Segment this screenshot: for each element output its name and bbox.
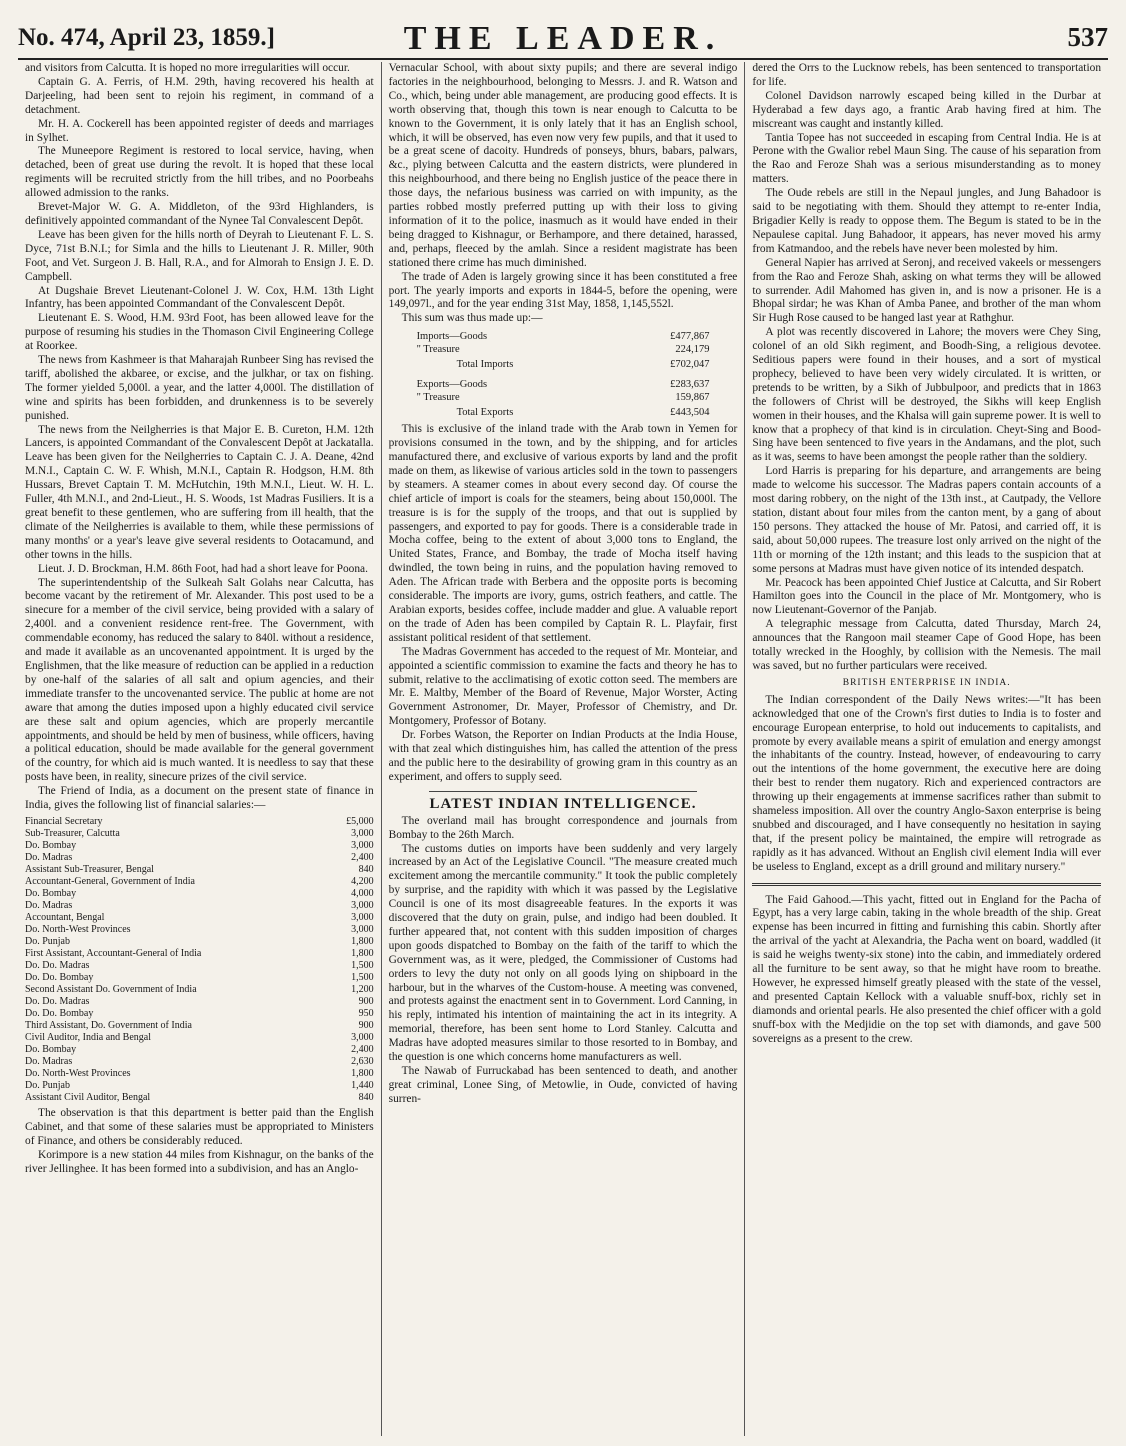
paragraph: Korimpore is a new station 44 miles from Kishnagur, on the banks of the river Jellinghee. It has been formed into a subdivision, and has an Anglo- — [25, 1148, 374, 1175]
paragraph: A plot was recently discovered in Lahore; the movers were Chey Sing, colonel of an old Sikh regiment, and Boodh-Sing, a religious devotee. Seditious papers were found in their houses, and a sort of mystical prophecy, believed to have been very widely circulated. It is written, or pretends to be written, by a Sikh of Jubbulpoor, and predicts that in 1863 the followers of Christ will be destroyed, the Sikhs will keep English women in their houses, and the Khalsa will gain supreme power. It is well to know that a prophecy of that kind is in circulation. Cheyt-Sing and Bood-Sing have been sentenced to five years in the Andamans, and the plot, such as it was, seems to have been amongst the people rather than the soldiery. — [752, 326, 1102, 464]
salary-amount: £5,000 — [346, 815, 374, 827]
table-row — [25, 1008, 374, 1020]
table-row — [25, 912, 374, 924]
trade-label: Total Imports — [456, 359, 514, 371]
table-row — [25, 828, 374, 840]
table-row — [25, 948, 374, 960]
salary-label: Do. Punjab — [25, 935, 70, 947]
paragraph: Vernacular School, with about sixty pupils; and there are several indigo factories in the neighbourhood, belonging to Messrs. J. and R. Watson and Co., which, being under able management, are producing good effects. It is worth observing that, though this town is near enough to Calcutta to be known to the Government, it is only lately that it has an English school, which, it will be observed, has even now very few pupils, and that it used to be a great scene of dacoity. Hundreds of ponseys, bhurs, babars, palwars, &c., plying between Calcutta and the eastern districts, were plundered in this neighbourhood, and there being no English justice of the peace there in those days, the nefarious business was carried on with impunity, as the parties robbed mostly preferred putting up with their loss to giving information of it to the police, inasmuch as it would have ended in their being dragged to Kishnagur, or Berhampore, and there detained, harassed, and, perhaps, fleeced by the amlah. Since a resident magistrate has been stationed there crime has much diminished. — [388, 62, 738, 269]
paragraph: Leave has been given for the hills north of Deyrah to Lieutenant F. L. S. Dyce, 71st B.N.I.; for Simla and the hills to Lieutenant J. R. Miller, 90th Foot, and Vet. Surgeon J. B. Hall, R.A., and for Almorah to Ensign J. E. D. Campbell. — [25, 228, 374, 283]
salary-label: Do. Bombay — [25, 1043, 77, 1055]
article-text — [389, 815, 738, 1107]
salary-amount: 2,400 — [351, 1043, 374, 1055]
salary-label: Do. Madras — [25, 1055, 73, 1067]
table-row — [25, 924, 374, 936]
salary-label: Do. Do. Bombay — [25, 971, 94, 983]
paragraph: A telegraphic message from Calcutta, dated Thursday, March 24, announces that the Rangoon mail steamer Cape of Good Hope, has been totally wrecked in the Hooghly, by collision with the Nemesis. The mail was saved, but no further particulars were received. — [752, 618, 1102, 672]
salary-amount: 3,000 — [351, 899, 374, 911]
table-row — [417, 330, 710, 343]
table-row — [25, 1056, 374, 1068]
salary-amount: 1,800 — [351, 947, 374, 959]
paragraph: Colonel Davidson narrowly escaped being killed in the Durbar at Hyderabad a few days ago, a frantic Arab having fired at him. The miscreant was caught and instantly killed. — [752, 89, 1102, 130]
salary-amount: 2,630 — [351, 1055, 374, 1067]
salary-amount: 3,000 — [351, 827, 374, 839]
table-row — [25, 876, 374, 888]
trade-label: Total Exports — [456, 407, 514, 419]
table-row — [25, 900, 374, 912]
paragraph: and visitors from Calcutta. It is hoped no more irregularities will occur. — [25, 62, 350, 74]
table-row — [25, 1032, 374, 1044]
table-row — [25, 1068, 374, 1080]
table-row — [25, 816, 374, 828]
paragraph: This is exclusive of the inland trade with the Arab town in Yemen for provisions consumed in the town, and by the shipping, and for articles manufactured there, and exclusive of various exports by land and the profit made on them, as likewise of various articles sold in the town to passengers by steamers. A steamer comes in about every second day. Of course the chief article of import is coals for the steamers, being about 150,000l. The treasure is is for the supply of the troops, and that out is supplied by passengers, and exported to pay for goods. There is a considerable trade in Mocha coffee, being to the extent of about 3,000 tons to England, the United States, France, and Bombay, the trade of Mocha itself having dwindled, the town being in ruins, and the population having removed to Aden. The African trade with Berbera and the opposite ports is becoming considerable. The imports are ivory, gums, ostrich feathers, and cattle. The Arabian exports, besides coffee, include madder and glue. A valuable report on the trade of Aden has been compiled by Captain R. L. Playfair, first assistant political resident of that settlement. — [388, 423, 738, 644]
paragraph: The Indian correspondent of the Daily News writes:—"It has been acknowledged that one of the Crown's first duties to India is to foster and encourage European enterprise, to hold out inducements to capitalists, and promote by every available means a spirit of emulation and energy amongst the inhabitants of the country. Instead, however, of endeavouring to carry out the intentions of the home government, the executive here are doing their best to render them nugatory. Rich and experienced contractors are throwing up their engagements at immense sacrifices rather than submit to shameless imposition. All over the country Anglo-Saxon enterprise is being snubbed and discouraged, and I have consequently no hesitation in saying that, if the present policy be maintained, the empire will retrograde as rapidly as it has advanced. Without an English civil element India will ever be useless to England, except as a drill ground and military nursery." — [752, 693, 1102, 873]
salary-label: Do. Bombay — [25, 887, 77, 899]
table-row — [25, 1080, 374, 1092]
issue-date: No. 474, April 23, 1859.] — [18, 24, 275, 51]
paragraph: The Faid Gahood.—This yacht, fitted out in England for the Pacha of Egypt, has a very large cabin, taking in the whole breadth of the ship. Great expense has been incurred in fitting and furnishing this cabin. Shortly after the arrival of the yacht at Alexandria, the Pacha went on board, waddled (it is said he weighs twenty-six stone) into the cabin, and immediately ordered all the furniture to be sent away, so that he might have room to breathe. However, he expressed himself greatly pleased with the state of the vessel, and presented Captain Kellock with a valuable snuff-box, richly set in diamonds and oriental pearls. He also presented the chief officer with a gold snuff-box with the Medjidie on the top set with diamonds, and gave 500 sovereigns as a present to the crew. — [752, 893, 1102, 1045]
paragraph: Captain G. A. Ferris, of H.M. 29th, having recovered his health at Darjeeling, had been sent to rejoin his regiment, in command of a detachment. — [25, 75, 374, 116]
table-row — [25, 996, 374, 1008]
trade-amount: £283,637 — [670, 379, 710, 391]
salary-amount: 3,000 — [351, 839, 374, 851]
article-text — [25, 62, 374, 813]
article-text — [752, 694, 1101, 875]
trade-amount: £443,504 — [670, 407, 710, 419]
table-row — [25, 960, 374, 972]
article-text — [25, 1107, 374, 1177]
salary-amount: 900 — [358, 995, 374, 1007]
trade-label: " Treasure — [416, 344, 460, 356]
salary-label: Do. Do. Madras — [25, 959, 90, 971]
salary-amount: 3,000 — [351, 923, 374, 935]
divider — [429, 791, 698, 792]
columns — [18, 62, 1108, 1436]
table-row — [417, 378, 710, 391]
paragraph: The trade of Aden is largely growing since it has been constituted a free port. The yearly imports and exports in 1844-5, before the opening, were 149,097l., and for the year ending 31st May, 1858, 1,145,552l. — [388, 270, 738, 311]
paragraph: The superintendentship of the Sulkeah Salt Golahs near Calcutta, has become vacant by the retirement of Mr. Alexander. This post used to be a sinecure for a member of the civil service, being provided with a salary of 2,400l. and a convenient residence rent-free. The Government, with commendable economy, has reduced the salary to 840l. without a residence, and made it available as an uncovenanted appointment. It is urged by the Englishmen, that the like measure of reduction can be applied in a reduction by one-half of the salaries of all salt and opium agencies, and their immediate transfer to the uncovenanted service. The public at home are not aware that among the duties imposed upon a highly educated civil service are these salt and opium agencies, which are properly mercantile appointments, and should be held by men of business, while officers, having a political education, should be made available for the general government of the country, for which aid is much wanted. It is needless to say that these posts have been, in reality, sinecure prizes of the civil service. — [25, 576, 374, 784]
divider — [752, 883, 1101, 886]
salary-label: Do. North-West Provinces — [25, 1067, 131, 1079]
paragraph: The Friend of India, as a document on the present state of finance in India, gives the following list of financial salaries:— — [25, 785, 374, 812]
table-row — [25, 1020, 374, 1032]
paragraph: Lieut. J. D. Brockman, H.M. 86th Foot, had had a short leave for Poona. — [38, 562, 368, 575]
table-row — [25, 888, 374, 900]
paragraph: At Dugshaie Brevet Lieutenant-Colonel J. W. Cox, H.M. 13th Light Infantry, has been appointed Commandant of the Convalescent Depôt. — [25, 284, 374, 311]
salary-label: Financial Secretary — [25, 815, 103, 827]
paragraph: The Muneepore Regiment is restored to local service, having, when detached, been of great use during the revolt. It is hoped that these local regiments will be recruited strictly from the hill tribes, and no Poorbeahs allowed admission to the ranks. — [25, 145, 374, 200]
salary-amount: 840 — [358, 1091, 374, 1103]
salary-label: Sub-Treasurer, Calcutta — [25, 827, 120, 839]
salary-label: Do. Punjab — [25, 1079, 70, 1091]
salary-label: Third Assistant, Do. Government of India — [25, 1019, 192, 1031]
paragraph: The customs duties on imports have been suddenly and very largely increased by an Act of the Legislative Council. "The measure created much excitement among the mercantile community." It took the public completely by surprise, and the rapidity with which it was passed by the Legislative Council is one of its most disagreeable features. In the exports it was discovered that the duty on grain, pulse, and indigo had been doubled. It further appeared that, not content with this sudden imposition of charges upon goods dispatched to Bombay on the faith of the tariff to which the Government was, as it were, pledged, the Commissioner of Customs had orders to levy the duty not only on all goods lying on shipboard in the harbour, but in the wharves of the Custom-house. A meeting was convened, and protests against the enactment sent in to Government. Lord Canning, in his reply, intimated his intention of maintaining the act in its integrity. A memorial, therefore, has been sent home to Lord Stanley. Calcutta and Madras have adopted measures similar to those resorted to in Bombay, and the question is one which concerns home manufacturers as well. — [388, 842, 738, 1064]
salary-label: Accountant, Bengal — [25, 911, 105, 923]
paragraph: Dr. Forbes Watson, the Reporter on Indian Products at the India House, with that zeal which distinguishes him, has called the attention of the press and the public here to the desirability of growing gram in this country as an experiment, and offers to supply seed. — [388, 729, 738, 783]
salary-amount: 3,000 — [351, 1031, 374, 1043]
table-row — [25, 972, 374, 984]
salary-amount: 1,800 — [351, 1067, 374, 1079]
salary-amount: 840 — [358, 863, 374, 875]
trade-label: Exports—Goods — [416, 379, 488, 391]
table-row — [25, 840, 374, 852]
paragraph: The overland mail has brought correspondence and journals from Bombay to the 26th March. — [388, 814, 738, 841]
salary-label: Assistant Civil Auditor, Bengal — [25, 1091, 151, 1103]
salary-amount: 4,000 — [351, 887, 374, 899]
salary-label: Accountant-General, Government of India — [25, 875, 195, 887]
table-row — [25, 864, 374, 876]
salary-label: Do. Do. Bombay — [25, 1007, 94, 1019]
table-row — [417, 404, 710, 419]
salary-amount: 3,000 — [351, 911, 374, 923]
page-header — [18, 14, 1108, 60]
paragraph: dered the Orrs to the Lucknow rebels, has been sentenced to transportation for life. — [752, 62, 1102, 88]
subheading: BRITISH ENTERPRISE IN INDIA. — [842, 677, 1011, 688]
salary-label: Assistant Sub-Treasurer, Bengal — [25, 863, 154, 875]
article-text — [389, 62, 738, 326]
trade-amount: 159,867 — [675, 392, 710, 404]
paragraph: General Napier has arrived at Seronj, and received vakeels or messengers from the Rao and Feroze Shah, asking on what terms they will be allowed to surrender. Adil Mahomed has given in, and is now a prisoner. He is a Bhopal sirdar; he was Khan of Amba Panee, and brother of the man whom Sir Hugh Rose caused to be hanged last year at Rathghur. — [752, 256, 1102, 325]
salary-label: Do. North-West Provinces — [25, 923, 131, 935]
table-row — [417, 356, 710, 371]
paragraph: The Nawab of Furruckabad has been sentenced to death, and another great criminal, Lonee Sing, of Metowlie, in Oude, convicted of having surren- — [388, 1065, 738, 1105]
paragraph: Mr. Peacock has been appointed Chief Justice at Calcutta, and Sir Robert Hamilton goes into the Council in the place of Mr. Montgomery, who is now Lieutenant-Governor of the Panjab. — [752, 576, 1102, 617]
paragraph: This sum was thus made up:— — [401, 312, 543, 325]
masthead-title: THE LEADER. — [403, 20, 723, 57]
salary-label: Do. Madras — [25, 899, 73, 911]
table-row — [25, 936, 374, 948]
table-row — [417, 391, 710, 404]
trade-amount: £477,867 — [670, 331, 710, 343]
column-right — [744, 62, 1108, 1436]
trade-label: " Treasure — [416, 392, 460, 404]
salary-amount: 1,440 — [351, 1079, 374, 1091]
table-row — [25, 1044, 374, 1056]
paragraph: The observation is that this department is better paid than the English Cabinet, and that some of these salaries must be appropriated to Ministers of Finance, and others be considerably reduced. — [25, 1106, 374, 1147]
paragraph: Mr. H. A. Cockerell has been appointed register of deeds and marriages in Sylhet. — [25, 117, 374, 144]
paragraph: Brevet-Major W. G. A. Middleton, of the 93rd Highlanders, is definitively appointed commandant of the Nynee Tal Convalescent Depôt. — [25, 201, 374, 227]
salary-amount: 1,500 — [351, 971, 374, 983]
table-row — [417, 343, 710, 356]
paragraph: Lieutenant E. S. Wood, H.M. 93rd Foot, has been allowed leave for the purpose of resuming his studies in the Thomason Civil Engineering College at Roorkee. — [25, 312, 374, 353]
trade-label: Imports—Goods — [416, 331, 488, 343]
table-row — [25, 984, 374, 996]
table-row — [25, 852, 374, 864]
section-title: LATEST INDIAN INTELLIGENCE. — [429, 795, 697, 812]
article-text — [752, 894, 1101, 1047]
spacer — [417, 371, 710, 378]
salary-amount: 950 — [358, 1007, 374, 1019]
paragraph: Lord Harris is preparing for his departure, and arrangements are being made to welcome his successor. The Madras papers contain accounts of a most daring robbery, on the night of the 13th inst., at Cautpady, the Vellore station, distant about four miles from the canton ment, by a gang of about 150 persons. They attacked the house of Mr. Patosi, and carried off, it is said, about 50,000 rupees. The treasure lost only arrived on the night of the 11th or morning of the 12th instant; and this leads to the suspicion that at some persons at Madras must have given notice of its intended despatch. — [752, 465, 1102, 575]
salary-amount: 2,400 — [351, 851, 374, 863]
salary-label: First Assistant, Accountant-General of India — [25, 947, 202, 959]
trade-amount: £702,047 — [670, 359, 710, 371]
paragraph: The news from Kashmeer is that Maharajah Runbeer Sing has revised the tariff, abolished the akbaree, or excise, and the julkhar, or tax on fishing. The former yielded 5,000l. a year, and the latter 4,000l. The distillation of wine and spirits has been forbidden, and drunkenness is to be severely punished. — [25, 354, 374, 422]
salary-label: Civil Auditor, India and Bengal — [25, 1031, 151, 1043]
article-text — [752, 62, 1101, 674]
trade-table — [417, 330, 710, 419]
salary-amount: 4,200 — [351, 875, 374, 887]
page-number: 537 — [1067, 22, 1108, 52]
salary-amount: 900 — [358, 1019, 374, 1031]
column-middle — [381, 62, 745, 1436]
salary-amount: 1,800 — [351, 935, 374, 947]
salary-amount: 1,500 — [351, 959, 374, 971]
salary-label: Do. Do. Madras — [25, 995, 90, 1007]
salary-table — [25, 816, 374, 1104]
paragraph: The Madras Government has acceded to the request of Mr. Monteiar, and appointed a scientific commission to examine the facts and theory he has to submit, relative to the acclimatising of exotic cotton seed. The members are Mr. E. Maltby, Member of the Board of Revenue, Major Worster, Acting Government Astronomer, Dr. Mayer, Professor of Chemistry, and Dr. Montgomery, Professor of Botany. — [388, 645, 738, 728]
salary-amount: 1,200 — [351, 983, 374, 995]
paragraph: The news from the Neilgherries is that Major E. B. Cureton, H.M. 12th Lancers, is appointed Commandant of the Convalescent Depôt at Jackatalla. Leave has been given for the Neilgherries to Captain C. J. A. Deane, 42nd M.N.I., Captain C. W. F. Whish, M.N.I., Captain R. Hodgson, H.M. 8th Hussars, Brevet Captain T. M. McHutchin, 19th M.N.I., Lieut. W. H. L. Fuller, 4th M.N.I., and 2nd-Lieut., H. S. Woods, 1st Madras Fusiliers. It is a great benefit to these gentlemen, who are suffering from ill health, that the climate of the Neilgherries is available to them, while these permissions of many months' or a year's leave give several residents to Ootacamund, and other towns in the hills. — [25, 423, 374, 561]
salary-label: Second Assistant Do. Government of India — [25, 983, 197, 995]
paragraph: The Oude rebels are still in the Nepaul jungles, and Jung Bahadoor is said to be negotiating with them. Should they attempt to re-enter India, Brigadier Kelly is ready to oppose them. The Begum is stated to be in the Nepaulese capital. Jung Bahadoor, it appears, has never moved his army from Katmandoo, and the rebels have never been molested by him. — [752, 187, 1102, 255]
article-text — [389, 423, 738, 785]
salary-label: Do. Bombay — [25, 839, 77, 851]
table-row — [25, 1092, 374, 1104]
column-left — [18, 62, 381, 1436]
salary-label: Do. Madras — [25, 851, 73, 863]
paragraph: Tantia Topee has not succeeded in escaping from Central India. He is at Perone with the Gwalior rebel Maun Sing. The cause of his separation from the Rao and Feroze Shah was a serious misunderstanding as to money matters. — [752, 131, 1102, 186]
trade-amount: 224,179 — [675, 344, 710, 356]
